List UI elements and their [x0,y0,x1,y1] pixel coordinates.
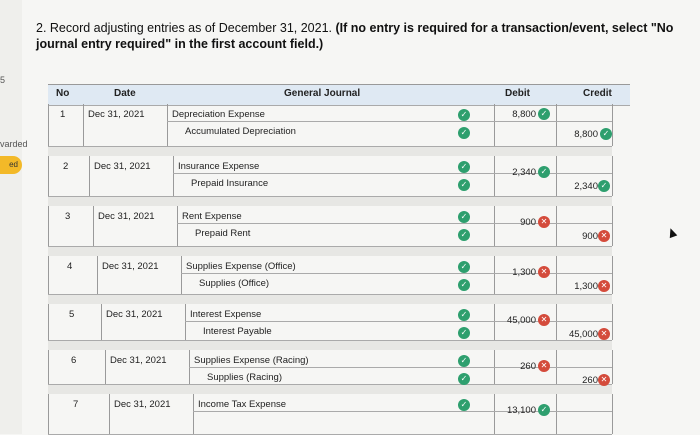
credit-account-field[interactable]: Interest Payable [203,326,272,337]
entry-number: 4 [67,261,73,272]
entry-date: Dec 31, 2021 [98,211,155,222]
check-circle-icon: ✓ [458,373,470,385]
grid-no-col-left [48,304,49,340]
debit-account-field[interactable]: Insurance Expense [178,161,260,172]
credit-amount-field[interactable]: 45,000 [568,329,598,340]
header-credit: Credit [583,88,612,99]
credit-amount-field[interactable]: 2,340 [574,181,598,192]
debit-account-field[interactable]: Depreciation Expense [172,109,265,120]
x-circle-icon: ✕ [598,280,610,292]
row-separator [48,247,612,256]
x-circle-icon: ✕ [538,314,550,326]
check-circle-icon: ✓ [538,108,550,120]
credit-account-field[interactable]: Accumulated Depreciation [185,126,296,137]
x-circle-icon: ✕ [598,374,610,386]
credit-amount-field[interactable]: 1,300 [574,281,598,292]
sidebar [0,0,22,434]
mouse-cursor-icon [667,227,678,238]
x-circle-icon: ✕ [598,328,610,340]
grid-table-right [612,104,613,146]
debit-amount-field[interactable]: 45,000 [506,315,536,326]
entry-date: Dec 31, 2021 [88,109,145,120]
grid-date-col-left [109,394,110,434]
grid-credit-col-left [556,256,557,294]
grid-date-col-left [97,256,98,294]
debit-amount-field[interactable]: 260 [520,361,536,372]
check-circle-icon: ✓ [458,109,470,121]
grid-date-col-left [105,350,106,384]
check-circle-icon: ✓ [458,355,470,367]
debit-account-field[interactable]: Income Tax Expense [198,399,287,410]
grid-no-col-left [48,256,49,294]
grid-journal-col-left [193,394,194,434]
entry-date: Dec 31, 2021 [106,309,163,320]
check-circle-icon: ✓ [458,399,470,411]
x-circle-icon: ✕ [538,360,550,372]
grid-table-right [612,394,613,434]
grid-no-col-left [48,156,49,196]
grid-debit-col-left [494,256,495,294]
debit-account-field[interactable]: Interest Expense [190,309,262,320]
credit-account-field[interactable]: Prepaid Rent [195,228,251,239]
entry-date: Dec 31, 2021 [94,161,151,172]
grid-no-col-left [48,350,49,384]
check-circle-icon: ✓ [458,161,470,173]
entry-number: 6 [71,355,77,366]
row-separator [48,197,612,206]
check-circle-icon: ✓ [458,327,470,339]
grid-date-col-left [93,206,94,246]
check-circle-icon: ✓ [458,279,470,291]
debit-account-field[interactable]: Supplies Expense (Office) [186,261,296,272]
grid-no-col-left [48,206,49,246]
entry-number: 2 [63,161,69,172]
grid-row-divider [167,121,612,122]
grid-journal-col-left [185,304,186,340]
debit-account-field[interactable]: Rent Expense [182,211,242,222]
grid-journal-col-left [177,206,178,246]
debit-amount-field[interactable]: 900 [520,217,536,228]
grid-debit-col-left [494,394,495,434]
header-general-journal: General Journal [284,88,361,99]
check-circle-icon: ✓ [458,261,470,273]
grid-debit-col-left [494,206,495,246]
sidebar-item-label[interactable]: varded [0,139,28,149]
grid-date-col-left [89,156,90,196]
grid-journal-col-left [181,256,182,294]
check-circle-icon: ✓ [538,166,550,178]
grid-journal-col-left [173,156,174,196]
question-instruction: (If no entry is required for a transaction/event, select "No journal entry required" in the first account field.) [36,21,674,51]
grid-date-col-left [83,104,84,146]
check-circle-icon: ✓ [458,229,470,241]
check-circle-icon: ✓ [458,179,470,191]
credit-account-field[interactable]: Supplies (Racing) [207,372,282,383]
grid-date-col-left [101,304,102,340]
grid-credit-col-left [556,104,557,146]
credit-account-field[interactable]: Supplies (Office) [199,278,270,289]
grid-journal-col-left [167,104,168,146]
check-circle-icon: ✓ [600,128,612,140]
debit-amount-field[interactable]: 8,800 [512,109,536,120]
grid-debit-col-left [494,304,495,340]
check-circle-icon: ✓ [458,127,470,139]
row-separator [48,295,612,304]
check-circle-icon: ✓ [538,404,550,416]
entry-date: Dec 31, 2021 [114,399,171,410]
x-circle-icon: ✕ [538,266,550,278]
row-separator [48,385,612,394]
header-debit: Debit [505,88,530,99]
debit-amount-field[interactable]: 2,340 [512,167,536,178]
entry-date: Dec 31, 2021 [102,261,159,272]
grid-table-right [612,304,613,340]
header-no: No [56,88,70,99]
entry-number: 3 [65,211,71,222]
grid-credit-col-left [556,156,557,196]
row-separator [48,341,612,350]
grid-credit-col-left [556,304,557,340]
credit-account-field[interactable]: Prepaid Insurance [191,178,269,189]
sidebar-badge[interactable]: ed [0,156,22,174]
grid-no-col-left [48,104,49,146]
grid-table-right [612,256,613,294]
grid-credit-col-left [556,206,557,246]
debit-amount-field[interactable]: 1,300 [512,267,536,278]
debit-account-field[interactable]: Supplies Expense (Racing) [194,355,309,366]
grid-debit-col-left [494,156,495,196]
grid-table-right [612,350,613,384]
question-prefix: 2. Record adjusting entries as of December 31, 2021. [36,21,336,35]
credit-amount-field[interactable]: 900 [582,231,598,242]
grid-debit-col-left [494,104,495,146]
grid-table-right [612,206,613,246]
check-circle-icon: ✓ [598,180,610,192]
entry-number: 1 [60,109,66,120]
grid-no-col-left [48,394,49,434]
credit-amount-field[interactable]: 8,800 [574,129,598,140]
debit-amount-field[interactable]: 13,100 [506,405,536,416]
question-text [36,20,696,52]
row-separator [48,147,612,156]
grid-table-right [612,156,613,196]
check-circle-icon: ✓ [458,309,470,321]
x-circle-icon: ✕ [598,230,610,242]
x-circle-icon: ✕ [538,216,550,228]
header-date: Date [114,88,136,99]
entry-number: 5 [69,309,75,320]
grid-credit-col-left [556,394,557,434]
entry-date: Dec 31, 2021 [110,355,167,366]
sidebar-page-number: 5 [0,75,6,85]
check-circle-icon: ✓ [458,211,470,223]
entry-number: 7 [73,399,79,410]
credit-amount-field[interactable]: 260 [582,375,598,386]
